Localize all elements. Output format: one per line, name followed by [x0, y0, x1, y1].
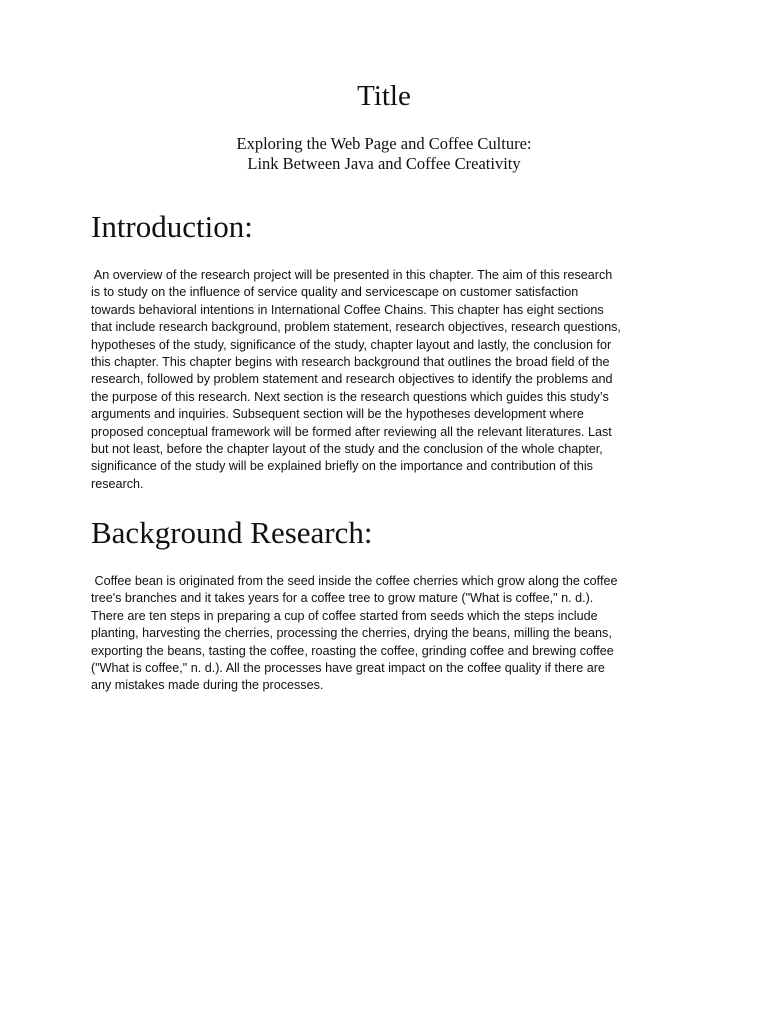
- subtitle-line: Link Between Java and Coffee Creativity: [247, 154, 521, 173]
- paragraph-line: research, followed by problem statement and research objectives to identify the problems and: [91, 372, 613, 387]
- paragraph-line: but not least, before the chapter layout of the study and the conclusion of the whole chapter,: [91, 442, 603, 457]
- paragraph-line: that include research background, problem statement, research objectives, research questions,: [91, 320, 621, 335]
- section-heading-introduction: Introduction:: [91, 209, 253, 244]
- subtitle: [0, 134, 768, 174]
- paragraph-line: ("What is coffee," n. d.). All the processes have great impact on the coffee quality if there are: [91, 661, 605, 676]
- section-heading-background-research: Background Research:: [91, 515, 373, 550]
- paragraph-line: significance of the study will be explained briefly on the importance and contribution of this: [91, 459, 593, 474]
- paragraph-line: the purpose of this research. Next section is the research questions which guides this study’s: [91, 389, 609, 404]
- paragraph-line: planting, harvesting the cherries, processing the cherries, drying the beans, milling the beans,: [91, 626, 612, 641]
- paragraph-line: proposed conceptual framework will be formed after reviewing all the relevant literatures. Last: [91, 424, 612, 439]
- paragraph-line: There are ten steps in preparing a cup of coffee started from seeds which the steps include: [91, 608, 598, 623]
- paragraph-line: this chapter. This chapter begins with research background that outlines the broad field of the: [91, 355, 610, 370]
- background-research-paragraph: [91, 573, 691, 695]
- paragraph-line: hypotheses of the study, significance of the study, chapter layout and lastly, the conclusion for: [91, 337, 612, 352]
- paragraph-line: is to study on the influence of service quality and servicescape on customer satisfaction: [91, 285, 579, 300]
- paragraph-line: Coffee bean is originated from the seed inside the coffee cherries which grow along the coffee: [91, 574, 618, 588]
- paragraph-line: research.: [91, 476, 144, 491]
- paragraph-line: tree's branches and it takes years for a coffee tree to grow mature ("What is coffee," n. d.).: [91, 591, 594, 606]
- paragraph-line: towards behavioral intentions in International Coffee Chains. This chapter has eight sections: [91, 302, 604, 317]
- introduction-paragraph: [91, 267, 691, 493]
- paragraph-line: An overview of the research project will be presented in this chapter. The aim of this research: [91, 268, 613, 282]
- subtitle-line: Exploring the Web Page and Coffee Culture:: [236, 134, 532, 153]
- paragraph-line: arguments and inquiries. Subsequent section will be the hypotheses development where: [91, 407, 584, 422]
- paragraph-line: exporting the beans, tasting the coffee, roasting the coffee, grinding coffee and brewing coffee: [91, 643, 614, 658]
- page-title: Title: [357, 80, 411, 112]
- paragraph-line: any mistakes made during the processes.: [91, 678, 324, 693]
